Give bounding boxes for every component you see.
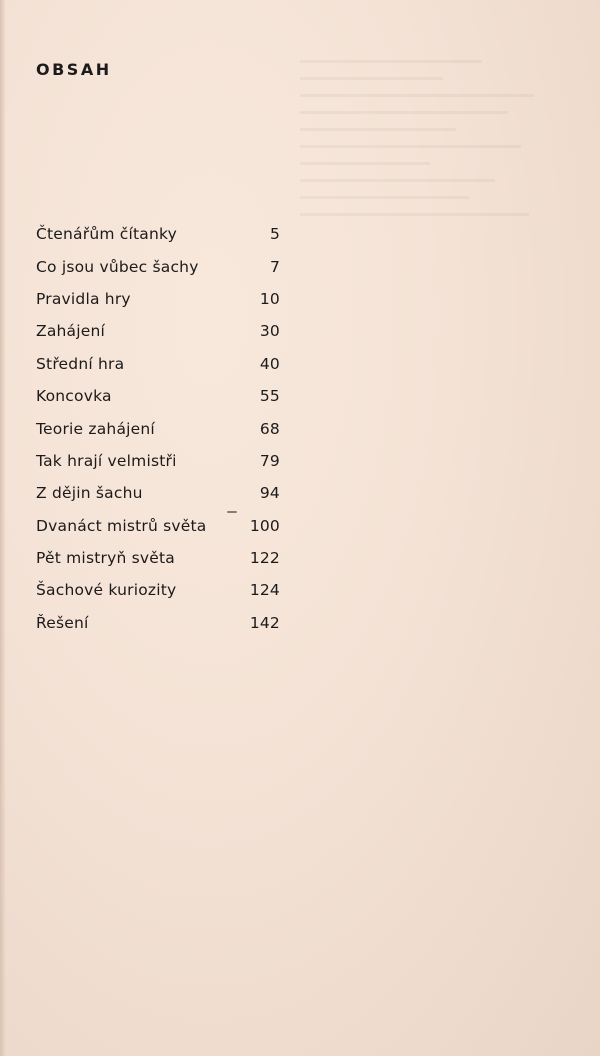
ink-mark (227, 511, 237, 513)
toc-entry[interactable] (36, 607, 280, 639)
toc-entry-page: 142 (249, 613, 280, 632)
toc-entry-page: 5 (269, 225, 280, 244)
toc-entry[interactable] (36, 218, 280, 250)
toc-entry-page: 55 (259, 387, 280, 406)
toc-entry-title: Řešení (36, 613, 89, 632)
toc-entry-page: 94 (259, 484, 280, 503)
toc-entry[interactable] (36, 477, 280, 509)
toc-entry[interactable] (36, 283, 280, 315)
toc-entry[interactable] (36, 250, 280, 282)
toc-entry[interactable] (36, 380, 280, 412)
toc-entry-page: 122 (249, 549, 280, 568)
page-edge-shadow (0, 0, 6, 1056)
toc-entry-page: 30 (259, 322, 280, 341)
toc-entry-title: Tak hrají velmistři (36, 451, 177, 470)
toc-entry-title: Pravidla hry (36, 289, 131, 308)
toc-entry[interactable] (36, 574, 280, 606)
toc-entry-title: Koncovka (36, 387, 112, 406)
toc-entry[interactable] (36, 542, 280, 574)
toc-entry-page: 124 (249, 581, 280, 600)
page-title: OBSAH (36, 60, 112, 79)
toc-entry-title: Zahájení (36, 322, 106, 341)
toc-entry-title: Střední hra (36, 354, 125, 373)
toc-entry-title: Z dějin šachu (36, 484, 143, 503)
table-of-contents (36, 218, 280, 639)
toc-entry-title: Šachové kuriozity (36, 581, 177, 600)
toc-entry[interactable] (36, 445, 280, 477)
toc-entry-page: 10 (259, 289, 280, 308)
toc-entry-page: 79 (259, 451, 280, 470)
show-through-text (300, 60, 560, 480)
toc-entry-page: 40 (259, 354, 280, 373)
toc-entry-title: Čtenářům čítanky (36, 225, 178, 244)
toc-entry-page: 68 (259, 419, 280, 438)
toc-entry[interactable] (36, 348, 280, 380)
toc-entry-title: Co jsou vůbec šachy (36, 257, 199, 276)
toc-entry[interactable] (36, 412, 280, 444)
toc-entry[interactable] (36, 510, 280, 542)
toc-entry-page: 7 (269, 257, 280, 276)
toc-entry-title: Pět mistryň světa (36, 549, 175, 568)
toc-entry-page: 100 (249, 516, 280, 535)
toc-entry-title: Dvanáct mistrů světa (36, 516, 207, 535)
toc-entry[interactable] (36, 315, 280, 347)
toc-entry-title: Teorie zahájení (36, 419, 155, 438)
